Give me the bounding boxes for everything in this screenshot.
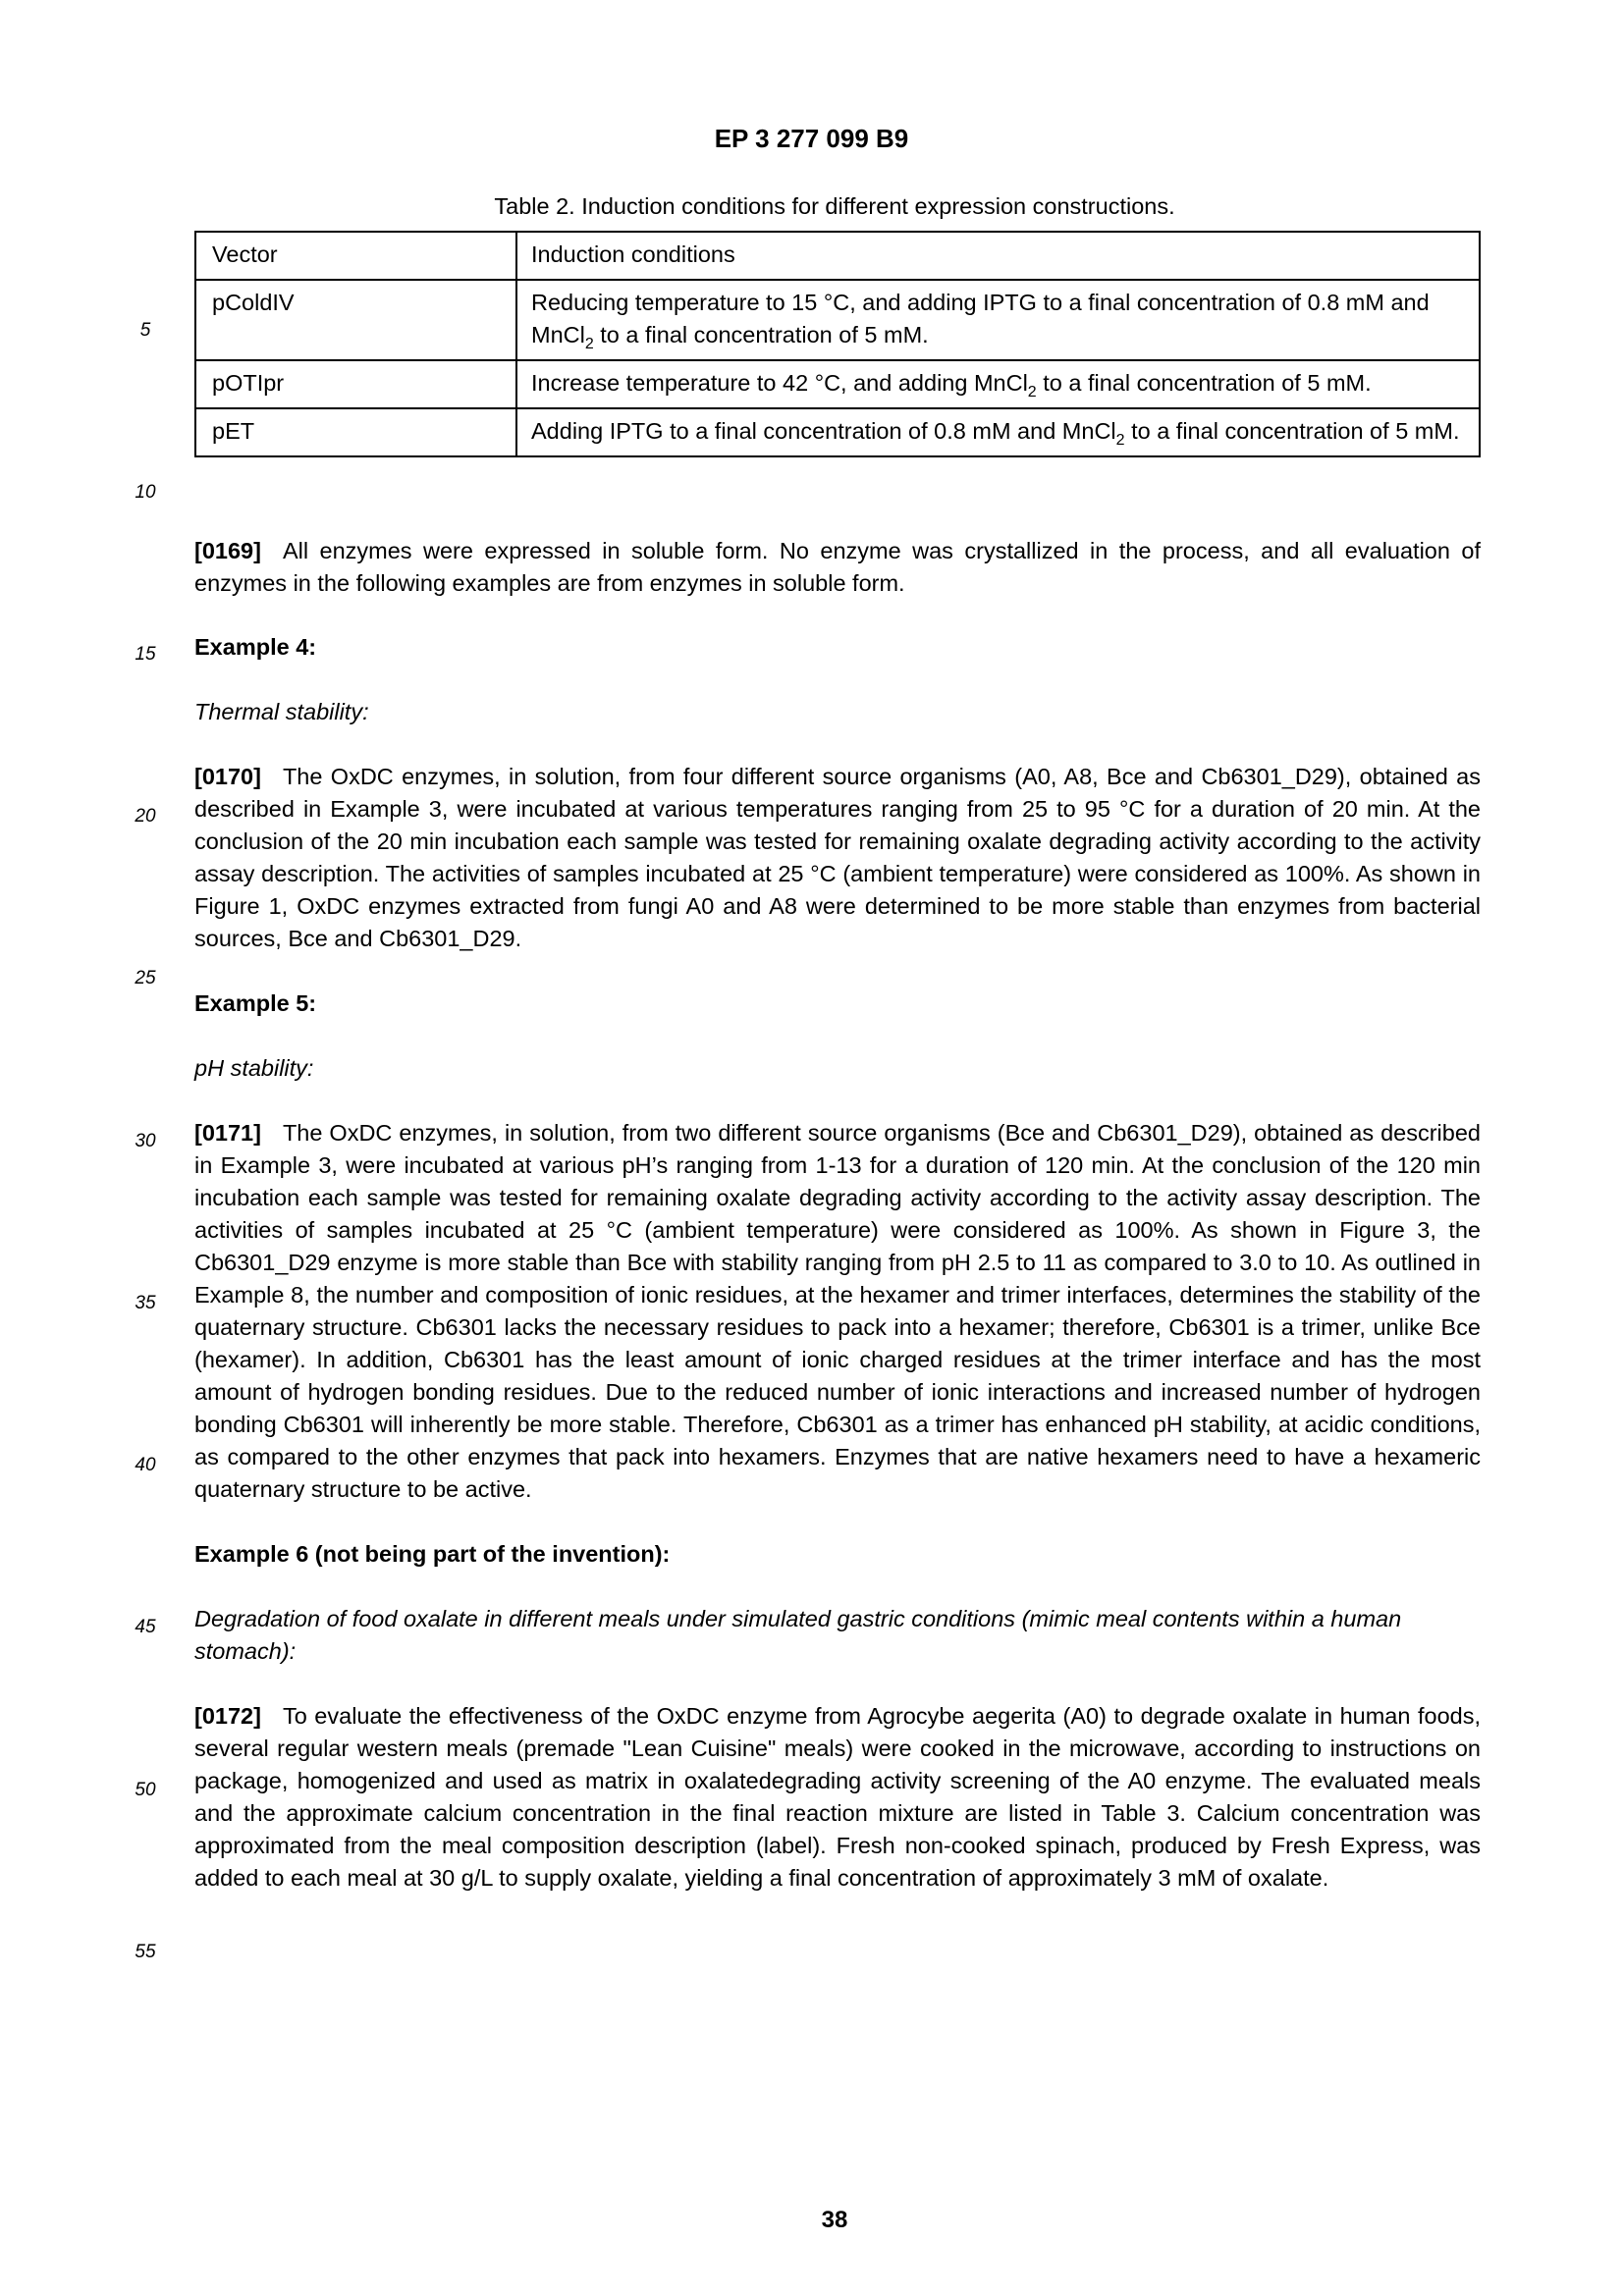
line-number: 55	[135, 1942, 156, 1962]
example-6-heading: Example 6 (not being part of the invention):	[194, 1541, 671, 1567]
conditions-cell	[516, 280, 1480, 360]
table-row	[195, 280, 1480, 360]
paragraph-0170	[194, 761, 1481, 955]
line-number: 15	[135, 644, 156, 665]
line-number: 25	[135, 968, 156, 988]
subscript: 2	[584, 336, 594, 352]
paragraph-0171	[194, 1117, 1481, 1506]
conditions-text: to a final concentration of 5 mM.	[593, 322, 929, 347]
subscript: 2	[1115, 432, 1125, 449]
conditions-cell	[516, 408, 1480, 456]
vector-cell: pColdIV	[195, 280, 516, 360]
conditions-text: Adding IPTG to a final concentration of 0.8 mM and MnCl	[531, 418, 1116, 444]
example-5-heading: Example 5:	[194, 990, 317, 1016]
line-number: 40	[135, 1455, 156, 1475]
page-number: 38	[821, 2207, 848, 2233]
vector-cell: pOTIpr	[195, 360, 516, 408]
patent-number-header: EP 3 277 099 B9	[714, 124, 909, 153]
conditions-text: Increase temperature to 42 °C, and adding MnCl	[531, 370, 1028, 396]
paragraph-0169	[194, 535, 1481, 600]
example-4-subheading: Thermal stability:	[194, 699, 369, 724]
line-number: 5	[139, 320, 151, 341]
paragraph-0172	[194, 1700, 1481, 1895]
column-header-conditions: Induction conditions	[516, 232, 1480, 280]
conditions-text: Reducing temperature to 15 °C, and adding IPTG to a final concentration of 0.8 mM and MnCl	[531, 290, 1430, 347]
paragraph-text: To evaluate the effectiveness of the OxDC enzyme from Agrocybe aegerita (A0) to degrade oxalate in human foods, several regular western meals (premade "Lean Cuisine" meals) were cooked in the microwave, according to instructions on package, homogenized and used as matrix in oxalatedegrading activity screening of the A0 enzyme. The evaluated meals and the approximate calcium concentration in the final reaction mixture are listed in Table 3. Calcium concentration was approximated from the meal composition description (label). Fresh non-cooked spinach, produced by Fresh Express, was added to each meal at 30 g/L to supply oxalate, yielding a final concentration of approximately 3 mM of oxalate.	[194, 1703, 1481, 1891]
table-caption: Table 2. Induction conditions for different expression constructions.	[494, 193, 1175, 219]
example-6-subheading: Degradation of food oxalate in different meals under simulated gastric conditions (mimic meal contents within a human stomach):	[194, 1606, 1402, 1664]
conditions-cell	[516, 360, 1480, 408]
example-5-subheading: pH stability:	[194, 1055, 314, 1081]
conditions-text: to a final concentration of 5 mM.	[1124, 418, 1460, 444]
table-header-row	[195, 232, 1480, 280]
table-row	[195, 360, 1480, 408]
paragraph-number: [0172]	[194, 1703, 261, 1729]
vector-cell: pET	[195, 408, 516, 456]
table-row	[195, 408, 1480, 456]
paragraph-text: All enzymes were expressed in soluble form. No enzyme was crystallized in the process, and all evaluation of enzymes in the following examples are from enzymes in soluble form.	[194, 538, 1481, 596]
subscript: 2	[1027, 384, 1037, 400]
conditions-text: to a final concentration of 5 mM.	[1036, 370, 1372, 396]
line-number: 35	[135, 1293, 156, 1313]
column-header-vector: Vector	[195, 232, 516, 280]
line-number: 10	[135, 482, 156, 503]
induction-conditions-table	[194, 231, 1481, 457]
line-number: 50	[135, 1780, 156, 1800]
paragraph-text: The OxDC enzymes, in solution, from four different source organisms (A0, A8, Bce and Cb6301_D29), obtained as described in Example 3, were incubated at various temperatures ranging from 25 to 95 °C for a duration of 20 min. At the conclusion of the 20 min incubation each sample was tested for remaining oxalate degrading activity according to the activity assay description. The activities of samples incubated at 25 °C (ambient temperature) were considered as 100%. As shown in Figure 1, OxDC enzymes extracted from fungi A0 and A8 were determined to be more stable than enzymes from bacterial sources, Bce and Cb6301_D29.	[194, 764, 1481, 951]
paragraph-number: [0171]	[194, 1120, 261, 1146]
paragraph-number: [0170]	[194, 764, 261, 789]
example-4-heading: Example 4:	[194, 634, 317, 660]
line-number: 45	[135, 1617, 156, 1637]
paragraph-number: [0169]	[194, 538, 261, 563]
paragraph-text: The OxDC enzymes, in solution, from two different source organisms (Bce and Cb6301_D29), obtained as described in Example 3, were incubated at various pH’s ranging from 1-13 for a duration of 120 min. At the conclusion of the 120 min incubation each sample was tested for remaining oxalate degrading activity according to the activity assay description. The activities of samples incubated at 25 °C (ambient temperature) were considered as 100%. As shown in Figure 3, the Cb6301_D29 enzyme is more stable than Bce with stability ranging from pH 2.5 to 11 as compared to 3.0 to 10. As outlined in Example 8, the number and composition of ionic residues, at the hexamer and trimer interfaces, determines the stability of the quaternary structure. Cb6301 lacks the necessary residues to pack into a hexamer; therefore, Cb6301 is a trimer, unlike Bce (hexamer). In addition, Cb6301 has the least amount of ionic charged residues at the trimer interface and has the most amount of hydrogen bonding residues. Due to the reduced number of ionic interactions and increased number of hydrogen bonding Cb6301 will inherently be more stable. Therefore, Cb6301 as a trimer has enhanced pH stability, at acidic conditions, as compared to the other enzymes that pack into hexamers. Enzymes that are native hexamers need to have a hexameric quaternary structure to be active.	[194, 1120, 1481, 1502]
line-number: 30	[135, 1131, 156, 1151]
line-number: 20	[135, 806, 156, 827]
